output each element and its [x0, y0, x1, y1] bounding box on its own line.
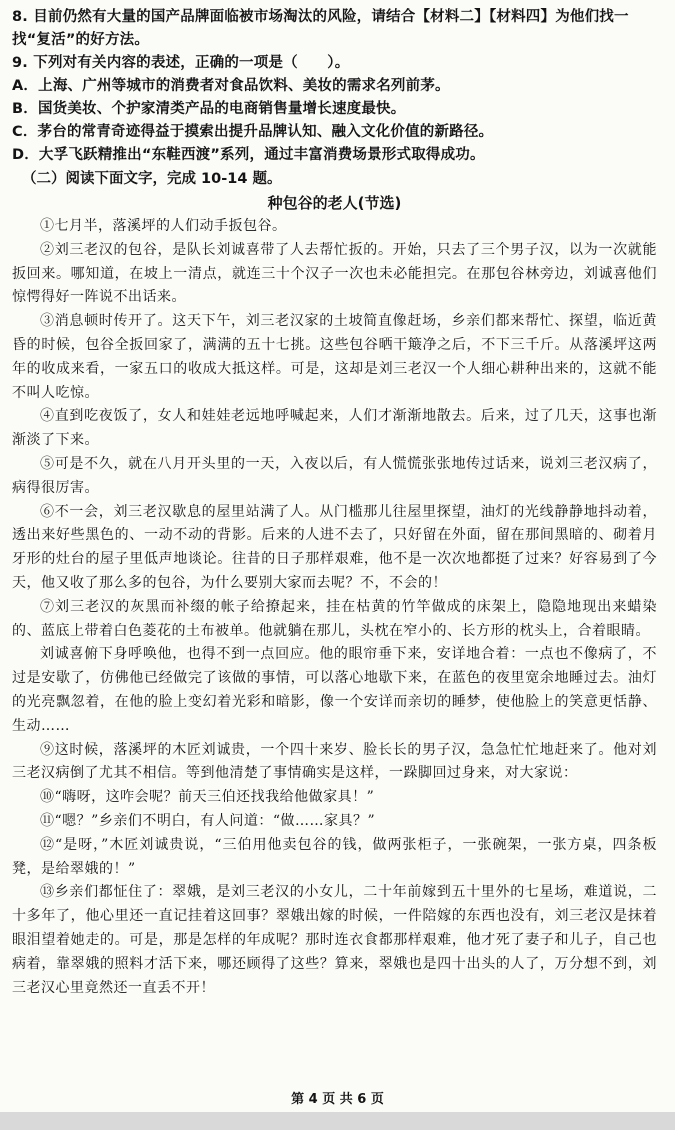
- option-d: D．大孚飞跃精推出“东鞋西渡”系列，通过丰富消费场景形式取得成功。: [12, 147, 485, 163]
- option-c: C．茅台的常青奇迹得益于摸索出提升品牌认知、融入文化价值的新路径。: [12, 124, 494, 140]
- paragraph-7: ⑦刘三老汉的灰黑而补缀的帐子给撩起来，挂在枯黄的竹竿做成的床架上，隐隐地现出来蜡染的、蓝底上带着白色菱花的土布被单。他就躺在那儿，头枕在窄小的、长方形的枕头上，合着眼睛。: [12, 598, 657, 639]
- question-9: 9. 下列对有关内容的表述，正确的一项是（ ）。: [12, 55, 350, 71]
- option-a: A．上海、广州等城市的消费者对食品饮料、美妆的需求名列前茅。: [12, 78, 450, 94]
- paragraph-9: ⑨这时候，落溪坪的木匠刘诚贵，一个四十来岁、脸长长的男子汉，急急忙忙地赶来了。他对刘三老汉病倒了尤其不相信。等到他清楚了事情确实是这样，一跺脚回过身来，对大家说：: [12, 741, 657, 782]
- option-b: B．国货美妆、个护家清类产品的电商销售量增长速度最快。: [12, 101, 406, 117]
- paragraph-4: ④直到吃夜饭了，女人和娃娃老远地呼喊起来，人们才渐渐地散去。后来，过了几天，这事也渐渐淡了下来。: [12, 408, 657, 449]
- paragraph-6: ⑥不一会，刘三老汉歇息的屋里站满了人。从门槛那儿往屋里探望，油灯的光线静静地抖动着，透出来好些黑色的、一动不动的背影。后来的人进不去了，只好留在外面，留在那间黑暗的、砌着月牙形的灶台的屋子里低声地谈论。往昔的日子那样艰难，他不是一次次地都挺了过来？好容易到了今天，他又收了那么多的包谷，为什么要别大家而去呢？不，不会的！: [12, 503, 657, 591]
- page-number-footer: 第 4 页 共 6 页: [291, 1092, 384, 1107]
- bottom-margin: [0, 1112, 675, 1130]
- paragraph-13: ⑬乡亲们都怔住了：翠娥，是刘三老汉的小女儿，二十年前嫁到五十里外的七星场，难道说，二十多年了，他心里还一直记挂着这回事？翠娥出嫁的时候，一件陪嫁的东西也没有，刘三老汉是抹着眼泪望着她走的。可是，那是怎样的年成呢？那时连衣食都那样艰难，他才死了妻子和儿子，自己也病着，靠翠娥的照料才活下来，哪还顾得了这些？算来，翠娥也是四十出头的人了，万分想不到，刘三老汉心里竟然还一直丢不开！: [12, 884, 657, 996]
- paragraph-2: ②刘三老汉的包谷，是队长刘诚喜带了人去帮忙扳的。开始，只去了三个男子汉，以为一次就能扳回来。哪知道，在坡上一清点，就连三十个汉子一次也未必能担完。在那包谷林旁边，刘诚喜他们惊愕得好一阵说不出话来。: [12, 241, 657, 306]
- paragraph-1: ①七月半，落溪坪的人们动手扳包谷。: [40, 218, 287, 234]
- paragraph-10: ⑩“嗨呀，这咋会呢？前天三伯还找我给他做家具！”: [40, 789, 375, 806]
- question-8: 8. 目前仍然有大量的国产品牌面临被市场淘汰的风险，请结合【材料二】【材料四】为他们找一找“复活”的好方法。: [12, 9, 629, 48]
- paragraph-3: ③消息顿时传开了。这天下午，刘三老汉家的土坡简直像赶场，乡亲们都来帮忙、探望，临近黄昏的时候，包谷全扳回家了，满满的五十七挑。这些包谷晒干簸净之后，不下三千斤。从落溪坪这两年的收成来看，一家五口的收成大抵这样。可是，这却是刘三老汉一个人细心耕种出来的，这就不能不叫人吃惊。: [12, 313, 657, 401]
- article-body: [12, 215, 657, 1000]
- paragraph-12: ⑫“是呀，”木匠刘诚贵说，“三伯用他卖包谷的钱，做两张柜子，一张碗架，一张方桌，四条板凳，是给翠娥的！”: [12, 836, 657, 877]
- paragraph-11: ⑪“嗯？”乡亲们不明白，有人问道：“做……家具？”: [40, 812, 376, 829]
- paragraph-8: 刘诚喜俯下身呼唤他，也得不到一点回应。他的眼帘垂下来，安详地合着：一点也不像病了，不过是安歇了，仿佛他已经做完了该做的事情，可以落心地歇下来，在蓝色的夜里宽余地睡过去。油灯的光亮飘忽着，在他的脸上变幻着光彩和暗影，像一个安详而亲切的睡梦，使他脸上的笑意更恬静、生动……: [12, 646, 657, 734]
- section-heading: （二）阅读下面文字，完成 10-14 题。: [22, 171, 282, 187]
- article-title: 种包谷的老人(节选): [267, 194, 402, 212]
- paragraph-5: ⑤可是不久，就在八月开头里的一天，入夜以后，有人慌慌张张地传过话来，说刘三老汉病了，病得很厉害。: [12, 455, 657, 496]
